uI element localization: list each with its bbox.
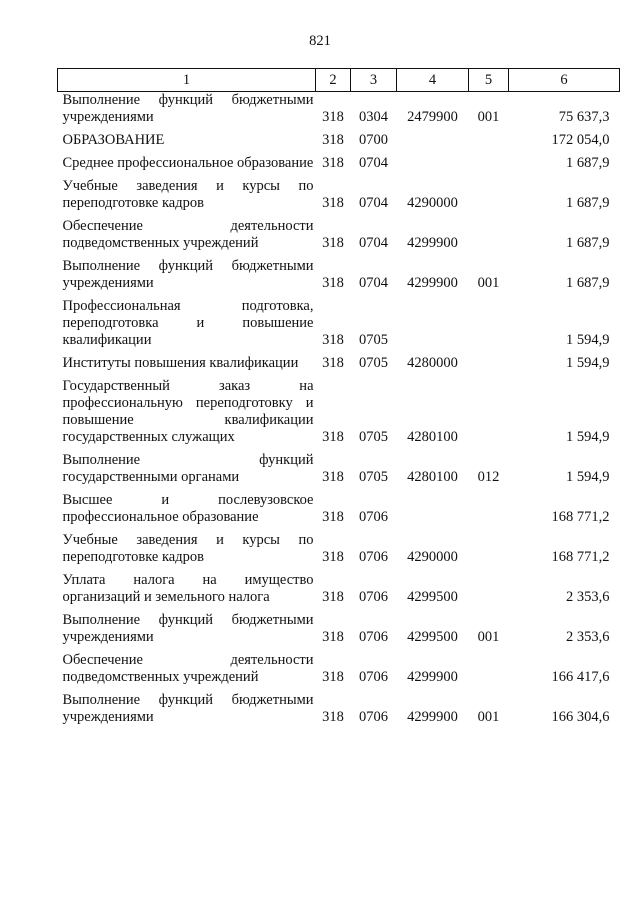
row-expense-type: 012 (477, 469, 500, 485)
row-expense-type (469, 349, 509, 372)
row-amount: 1 594,9 (566, 355, 610, 371)
row-section-code: 0706 (359, 709, 388, 725)
row-amount: 172 054,0 (551, 132, 610, 148)
header-col-1: 1 (58, 69, 316, 92)
row-section-code: 0704 (359, 275, 388, 291)
row-amount: 2 353,6 (566, 589, 610, 605)
row-grbs: 318 (322, 629, 344, 645)
table-row (58, 349, 620, 372)
row-name: Обеспечение деятельности подведомственных учреждений (62, 218, 314, 251)
row-expense-type: 001 (477, 629, 500, 645)
row-expense-type: 001 (477, 275, 500, 291)
row-name: Учебные заведения и курсы по переподготовке кадров (62, 532, 314, 565)
table-row (58, 566, 620, 606)
row-target-code: 4299900 (407, 235, 458, 251)
row-expense-type (469, 212, 509, 252)
row-name: Выполнение функций государственными органами (62, 452, 314, 485)
budget-table (57, 68, 620, 726)
row-target-code: 4299900 (407, 275, 458, 291)
row-grbs: 318 (322, 549, 344, 565)
row-name: Выполнение функций бюджетными учреждениями (62, 92, 314, 125)
row-name: Выполнение функций бюджетными учреждениями (62, 692, 314, 725)
table-row (58, 149, 620, 172)
row-section-code: 0705 (359, 469, 388, 485)
row-amount: 1 687,9 (566, 275, 610, 291)
row-name: Выполнение функций бюджетными учреждениями (62, 612, 314, 645)
header-row (58, 69, 620, 92)
row-name: Обеспечение деятельности подведомственных учреждений (62, 652, 314, 685)
table-row (58, 686, 620, 726)
row-target-code: 4280100 (407, 429, 458, 445)
table-row (58, 292, 620, 349)
header-col-5: 5 (469, 69, 509, 92)
row-amount: 1 687,9 (566, 155, 610, 171)
row-name: Среднее профессиональное образование (62, 155, 314, 171)
row-expense-type (469, 526, 509, 566)
table-row (58, 92, 620, 127)
page-number: 821 (309, 33, 331, 49)
row-section-code: 0705 (359, 355, 388, 371)
row-grbs: 318 (322, 589, 344, 605)
row-grbs: 318 (322, 355, 344, 371)
row-section-code: 0704 (359, 235, 388, 251)
row-grbs: 318 (322, 509, 344, 525)
row-section-code: 0704 (359, 155, 388, 171)
header-col-6: 6 (509, 69, 620, 92)
row-expense-type (469, 566, 509, 606)
table-row (58, 646, 620, 686)
row-grbs: 318 (322, 195, 344, 211)
row-expense-type: 001 (477, 109, 500, 125)
row-expense-type: 001 (477, 709, 500, 725)
table-row (58, 252, 620, 292)
row-amount: 1 687,9 (566, 195, 610, 211)
row-grbs: 318 (322, 429, 344, 445)
row-section-code: 0706 (359, 509, 388, 525)
row-amount: 1 594,9 (566, 469, 610, 485)
row-target-code: 2479900 (407, 109, 458, 125)
header-col-3: 3 (351, 69, 397, 92)
row-amount: 75 637,3 (558, 109, 610, 125)
row-name: Институты повышения квалификации (62, 355, 299, 371)
row-expense-type (469, 372, 509, 446)
table-row (58, 526, 620, 566)
table-row (58, 446, 620, 486)
row-expense-type (469, 486, 509, 526)
row-target-code (397, 126, 469, 149)
row-section-code: 0706 (359, 669, 388, 685)
row-section-code: 0705 (359, 332, 388, 348)
table-body (58, 92, 620, 727)
row-target-code: 4299900 (407, 669, 458, 685)
row-grbs: 318 (322, 469, 344, 485)
row-amount: 166 304,6 (551, 709, 610, 725)
row-amount: 1 687,9 (566, 235, 610, 251)
header-col-2: 2 (316, 69, 351, 92)
row-name: Учебные заведения и курсы по переподготовке кадров (62, 178, 314, 211)
row-grbs: 318 (322, 109, 344, 125)
row-section-code: 0705 (359, 429, 388, 445)
row-expense-type (469, 172, 509, 212)
row-amount: 2 353,6 (566, 629, 610, 645)
row-expense-type (469, 646, 509, 686)
table-row (58, 606, 620, 646)
row-target-code: 4299500 (407, 589, 458, 605)
row-section-code: 0706 (359, 629, 388, 645)
row-amount: 1 594,9 (566, 332, 610, 348)
row-target-code: 4280100 (407, 469, 458, 485)
row-target-code: 4290000 (407, 195, 458, 211)
row-target-code: 4299500 (407, 629, 458, 645)
row-target-code (397, 292, 469, 349)
row-name: Высшее и послевузовское профессиональное образование (62, 492, 314, 525)
row-name: Выполнение функций бюджетными учреждениями (62, 258, 314, 291)
row-grbs: 318 (322, 709, 344, 725)
row-grbs: 318 (322, 132, 344, 148)
row-amount: 1 594,9 (566, 429, 610, 445)
row-section-code: 0304 (359, 109, 388, 125)
row-target-code (397, 486, 469, 526)
row-expense-type (469, 292, 509, 349)
table-row (58, 212, 620, 252)
row-name: Профессиональная подготовка, переподготовка и повышение квалификации (62, 298, 314, 348)
row-grbs: 318 (322, 332, 344, 348)
row-grbs: 318 (322, 235, 344, 251)
row-grbs: 318 (322, 669, 344, 685)
row-expense-type (469, 149, 509, 172)
row-expense-type (469, 126, 509, 149)
row-amount: 168 771,2 (551, 509, 610, 525)
row-target-code: 4290000 (407, 549, 458, 565)
table-row (58, 486, 620, 526)
row-amount: 166 417,6 (551, 669, 610, 685)
header-col-4: 4 (397, 69, 469, 92)
row-target-code: 4299900 (407, 709, 458, 725)
table-row (58, 172, 620, 212)
row-name: ОБРАЗОВАНИЕ (62, 132, 165, 148)
row-section-code: 0706 (359, 549, 388, 565)
row-grbs: 318 (322, 275, 344, 291)
row-target-code: 4280000 (407, 355, 458, 371)
table-row (58, 372, 620, 446)
row-section-code: 0706 (359, 589, 388, 605)
row-name: Уплата налога на имущество организаций и земельного налога (62, 572, 314, 605)
row-amount: 168 771,2 (551, 549, 610, 565)
row-name: Государственный заказ на профессиональную переподготовку и повышение квалификации государственных служащих (62, 378, 314, 445)
row-target-code (397, 149, 469, 172)
row-section-code: 0704 (359, 195, 388, 211)
row-section-code: 0700 (359, 132, 388, 148)
row-grbs: 318 (322, 155, 344, 171)
table-row (58, 126, 620, 149)
